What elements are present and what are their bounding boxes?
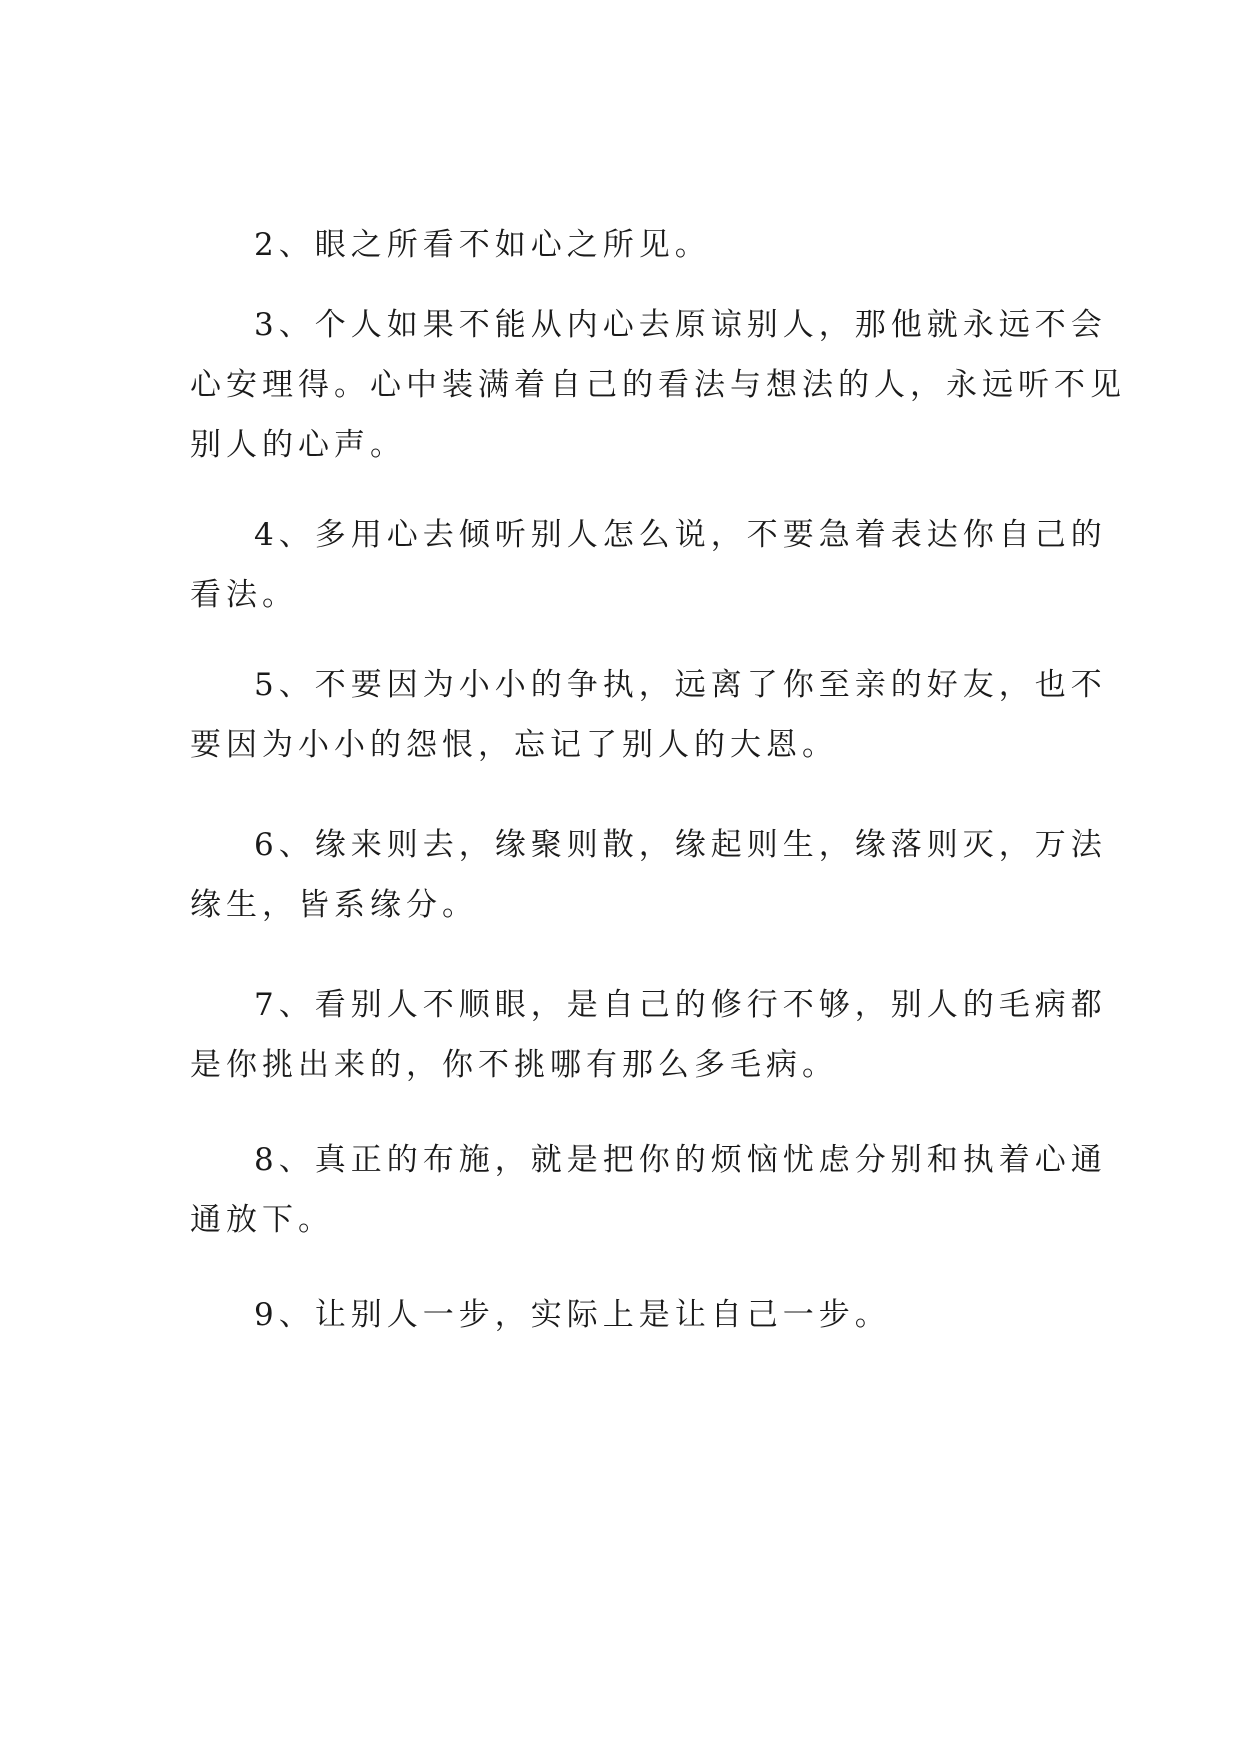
paragraph-8	[190, 1130, 1107, 1250]
paragraph-line: 4、多用心去倾听别人怎么说，不要急着表达你自己的	[254, 517, 1107, 553]
paragraph-3	[190, 295, 1126, 475]
paragraph-4	[190, 505, 1107, 625]
paragraph-5	[190, 655, 1107, 775]
paragraph-line: 是你挑出来的，你不挑哪有那么多毛病。	[190, 1047, 838, 1083]
paragraph-line: 9、让别人一步，实际上是让自己一步。	[254, 1297, 891, 1333]
paragraph-6	[190, 815, 1107, 935]
paragraph-line: 2、眼之所看不如心之所见。	[254, 227, 711, 263]
paragraph-line: 5、不要因为小小的争执，远离了你至亲的好友，也不	[254, 667, 1107, 703]
paragraph-line: 3、个人如果不能从内心去原谅别人，那他就永远不会	[254, 307, 1107, 343]
paragraph-line: 心安理得。心中装满着自己的看法与想法的人，永远听不见	[190, 367, 1126, 403]
paragraph-9	[190, 1285, 1060, 1345]
paragraph-line: 要因为小小的怨恨，忘记了别人的大恩。	[190, 727, 838, 763]
paragraph-line: 6、缘来则去，缘聚则散，缘起则生，缘落则灭，万法	[254, 827, 1107, 863]
paragraph-line: 通放下。	[190, 1202, 334, 1238]
paragraph-line: 8、真正的布施，就是把你的烦恼忧虑分别和执着心通	[254, 1142, 1107, 1178]
paragraph-line: 7、看别人不顺眼，是自己的修行不够，别人的毛病都	[254, 987, 1107, 1023]
paragraph-line: 别人的心声。	[190, 427, 406, 463]
paragraph-7	[190, 975, 1107, 1095]
paragraph-line: 看法。	[190, 577, 298, 613]
paragraph-2	[190, 215, 1060, 275]
paragraph-line: 缘生，皆系缘分。	[190, 887, 478, 923]
